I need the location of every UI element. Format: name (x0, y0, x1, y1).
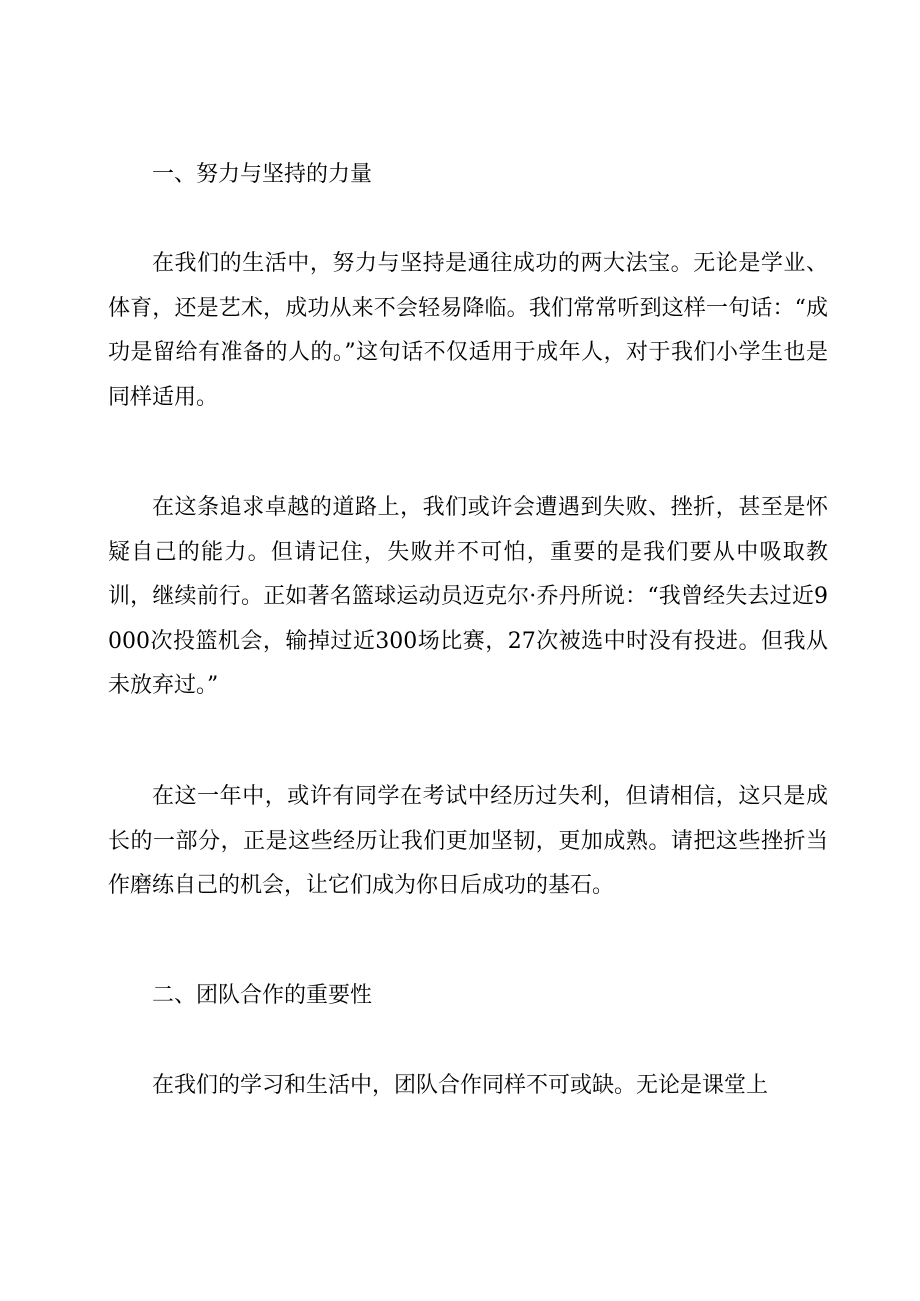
section-heading-perseverance: 一、努力与坚持的力量 (152, 162, 373, 187)
section-heading-teamwork: 二、团队合作的重要性 (152, 983, 373, 1008)
paragraph: 在这一年中，或许有同学在考试中经历过失利，但请相信，这只是成长的一部分，正是这些经历让我们更加坚韧，更加成熟。请把这些挫折当作磨练自己的机会，让它们成为你日后成功的基石。 (108, 784, 828, 898)
paragraph: 在我们的生活中，努力与坚持是通往成功的两大法宝。无论是学业、体育，还是艺术，成功从来不会轻易降临。我们常常听到这样一句话：“成功是留给有准备的人的。”这句话不仅适用于成年人，对于我们小学生也是同样适用。 (108, 251, 828, 410)
paragraph: 在这条追求卓越的道路上，我们或许会遭遇到失败、挫折，甚至是怀疑自己的能力。但请记住，失败并不可怕，重要的是我们要从中吸取教训，继续前行。正如著名篮球运动员迈克尔·乔丹所说：“我曾经失去过近9000次投篮机会，输掉过近300场比赛，27次被选中时没有投进。但我从未放弃过。” (108, 495, 828, 698)
paragraph: 在我们的学习和生活中，团队合作同样不可或缺。无论是课堂上 (152, 1073, 769, 1098)
